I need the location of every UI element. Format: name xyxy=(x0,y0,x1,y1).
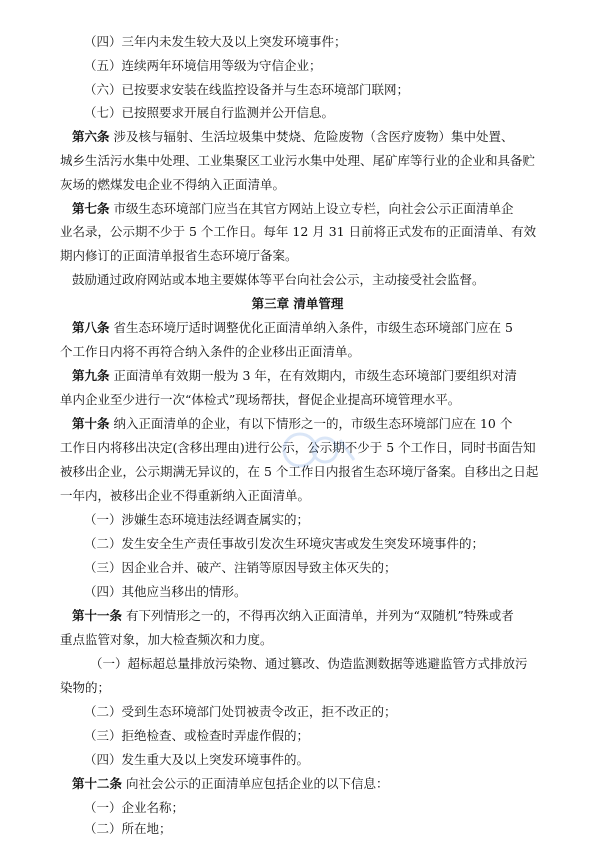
paragraph-line xyxy=(0,173,595,197)
paragraph-text: 涉及核与辐射、生活垃圾集中焚烧、危险废物（含医疗废物）集中处置、 xyxy=(113,129,514,144)
list-item-text: （二）受到生态环境部门处罚被责令改正，拒不改正的； xyxy=(84,704,397,719)
paragraph-line xyxy=(0,484,595,508)
list-item xyxy=(0,817,595,841)
article-10 xyxy=(0,412,595,436)
list-item xyxy=(0,508,595,532)
list-item-text: （五）连续两年环境信用等级为守信企业； xyxy=(84,58,322,73)
list-item xyxy=(0,532,595,556)
article-8 xyxy=(0,316,595,340)
article-heading: 第六条 xyxy=(72,129,110,144)
list-item-text: （七）已按照要求开展自行监测并公开信息。 xyxy=(84,105,335,120)
paragraph-line xyxy=(0,268,595,292)
paragraph-line xyxy=(0,388,595,412)
article-heading: 第九条 xyxy=(72,368,110,383)
paragraph-text: 省生态环境厅适时调整优化正面清单纳入条件，市级生态环境部门应在 5 xyxy=(113,320,513,335)
list-item xyxy=(0,652,595,676)
paragraph-text: 一年内，被移出企业不得重新纳入正面清单。 xyxy=(60,488,311,503)
article-heading: 第十一条 xyxy=(72,608,123,623)
list-item-text: （一）超标超总量排放污染物、通过篡改、伪造监测数据等逃避监管方式排放污 xyxy=(90,656,528,671)
paragraph-text: 向社会公示的正面清单应包括企业的以下信息： xyxy=(126,776,389,791)
paragraph-line xyxy=(0,460,595,484)
paragraph-text: 有下列情形之一的，不得再次纳入正面清单，并列为“双随机”特殊或者 xyxy=(126,608,514,623)
list-item-text: （一）涉嫌生态环境违法经调查属实的； xyxy=(84,512,310,527)
list-item xyxy=(0,30,595,54)
paragraph-line xyxy=(0,436,595,460)
list-item-text: （一）企业名称； xyxy=(84,800,185,815)
paragraph-text: 单内企业至少进行一次“体检式”现场帮扶，督促企业提高环境管理水平。 xyxy=(60,392,461,407)
article-12 xyxy=(0,772,595,796)
paragraph-text: 期内修订的正面清单报省生态环境厅备案。 xyxy=(60,248,298,263)
list-item-text: （三）因企业合并、破产、注销等原因导致主体灭失的； xyxy=(84,560,397,575)
paragraph-line xyxy=(0,628,595,652)
paragraph-text: 业名录，公示期不少于 5 个工作日。每年 12 月 31 日前将正式发布的正面清单、有效 xyxy=(60,224,537,239)
paragraph-line xyxy=(0,220,595,244)
paragraph-text: 鼓励通过政府网站或本地主要媒体等平台向社会公示，主动接受社会监督。 xyxy=(72,272,485,287)
paragraph-text: 灰场的燃煤发电企业不得纳入正面清单。 xyxy=(60,177,286,192)
list-item-text: 染物的； xyxy=(60,680,111,695)
list-item xyxy=(0,724,595,748)
article-6 xyxy=(0,125,595,149)
article-9 xyxy=(0,364,595,388)
paragraph-line xyxy=(0,244,595,268)
list-item xyxy=(0,101,595,125)
list-item xyxy=(0,556,595,580)
list-item-text: （六）已按要求安装在线监控设备并与生态环境部门联网； xyxy=(84,82,410,97)
paragraph-text: 个工作日内将不再符合纳入条件的企业移出正面清单。 xyxy=(60,344,361,359)
paragraph-text: 市级生态环境部门应当在其官方网站上设立专栏，向社会公示正面清单企 xyxy=(113,201,514,216)
list-item-text: （二）发生安全生产责任事故引发次生环境灾害或发生突发环境事件的； xyxy=(84,536,485,551)
list-item-text: （二）所在地； xyxy=(84,821,172,836)
paragraph-text: 正面清单有效期一般为 3 年，在有效期内，市级生态环境部门要组织对清 xyxy=(113,368,517,383)
paragraph-text: 纳入正面清单的企业，有以下情形之一的，市级生态环境部门应在 10 个 xyxy=(113,416,513,431)
list-item-text: （三）拒绝检查、或检查时弄虚作假的； xyxy=(84,728,310,743)
chapter-title: 第三章 清单管理 xyxy=(251,296,344,311)
list-item xyxy=(0,700,595,724)
article-heading: 第十二条 xyxy=(72,776,123,791)
paragraph-line xyxy=(0,676,595,700)
list-item xyxy=(0,78,595,102)
article-7 xyxy=(0,197,595,221)
list-item xyxy=(0,54,595,78)
paragraph-line xyxy=(0,340,595,364)
list-item-text: （四）三年内未发生较大及以上突发环境事件； xyxy=(84,34,347,49)
article-heading: 第八条 xyxy=(72,320,110,335)
paragraph-text: 工作日内将移出决定(含移出理由)进行公示，公示期不少于 5 个工作日，同时书面告知 xyxy=(60,440,536,455)
list-item xyxy=(0,580,595,604)
paragraph-text: 被移出企业，公示期满无异议的，在 5 个工作日内报省生态环境厅备案。自移出之日起 xyxy=(60,464,539,479)
list-item xyxy=(0,748,595,772)
paragraph-text: 城乡生活污水集中处理、工业集聚区工业污水集中处理、尾矿库等行业的企业和具备贮 xyxy=(60,153,536,168)
article-heading: 第七条 xyxy=(72,201,110,216)
paragraph-text: 重点监管对象，加大检查频次和力度。 xyxy=(60,632,273,647)
article-heading: 第十条 xyxy=(72,416,110,431)
list-item-text: （四）发生重大及以上突发环境事件的。 xyxy=(84,752,310,767)
paragraph-line xyxy=(0,149,595,173)
article-11 xyxy=(0,604,595,628)
list-item-text: （四）其他应当移出的情形。 xyxy=(84,584,247,599)
